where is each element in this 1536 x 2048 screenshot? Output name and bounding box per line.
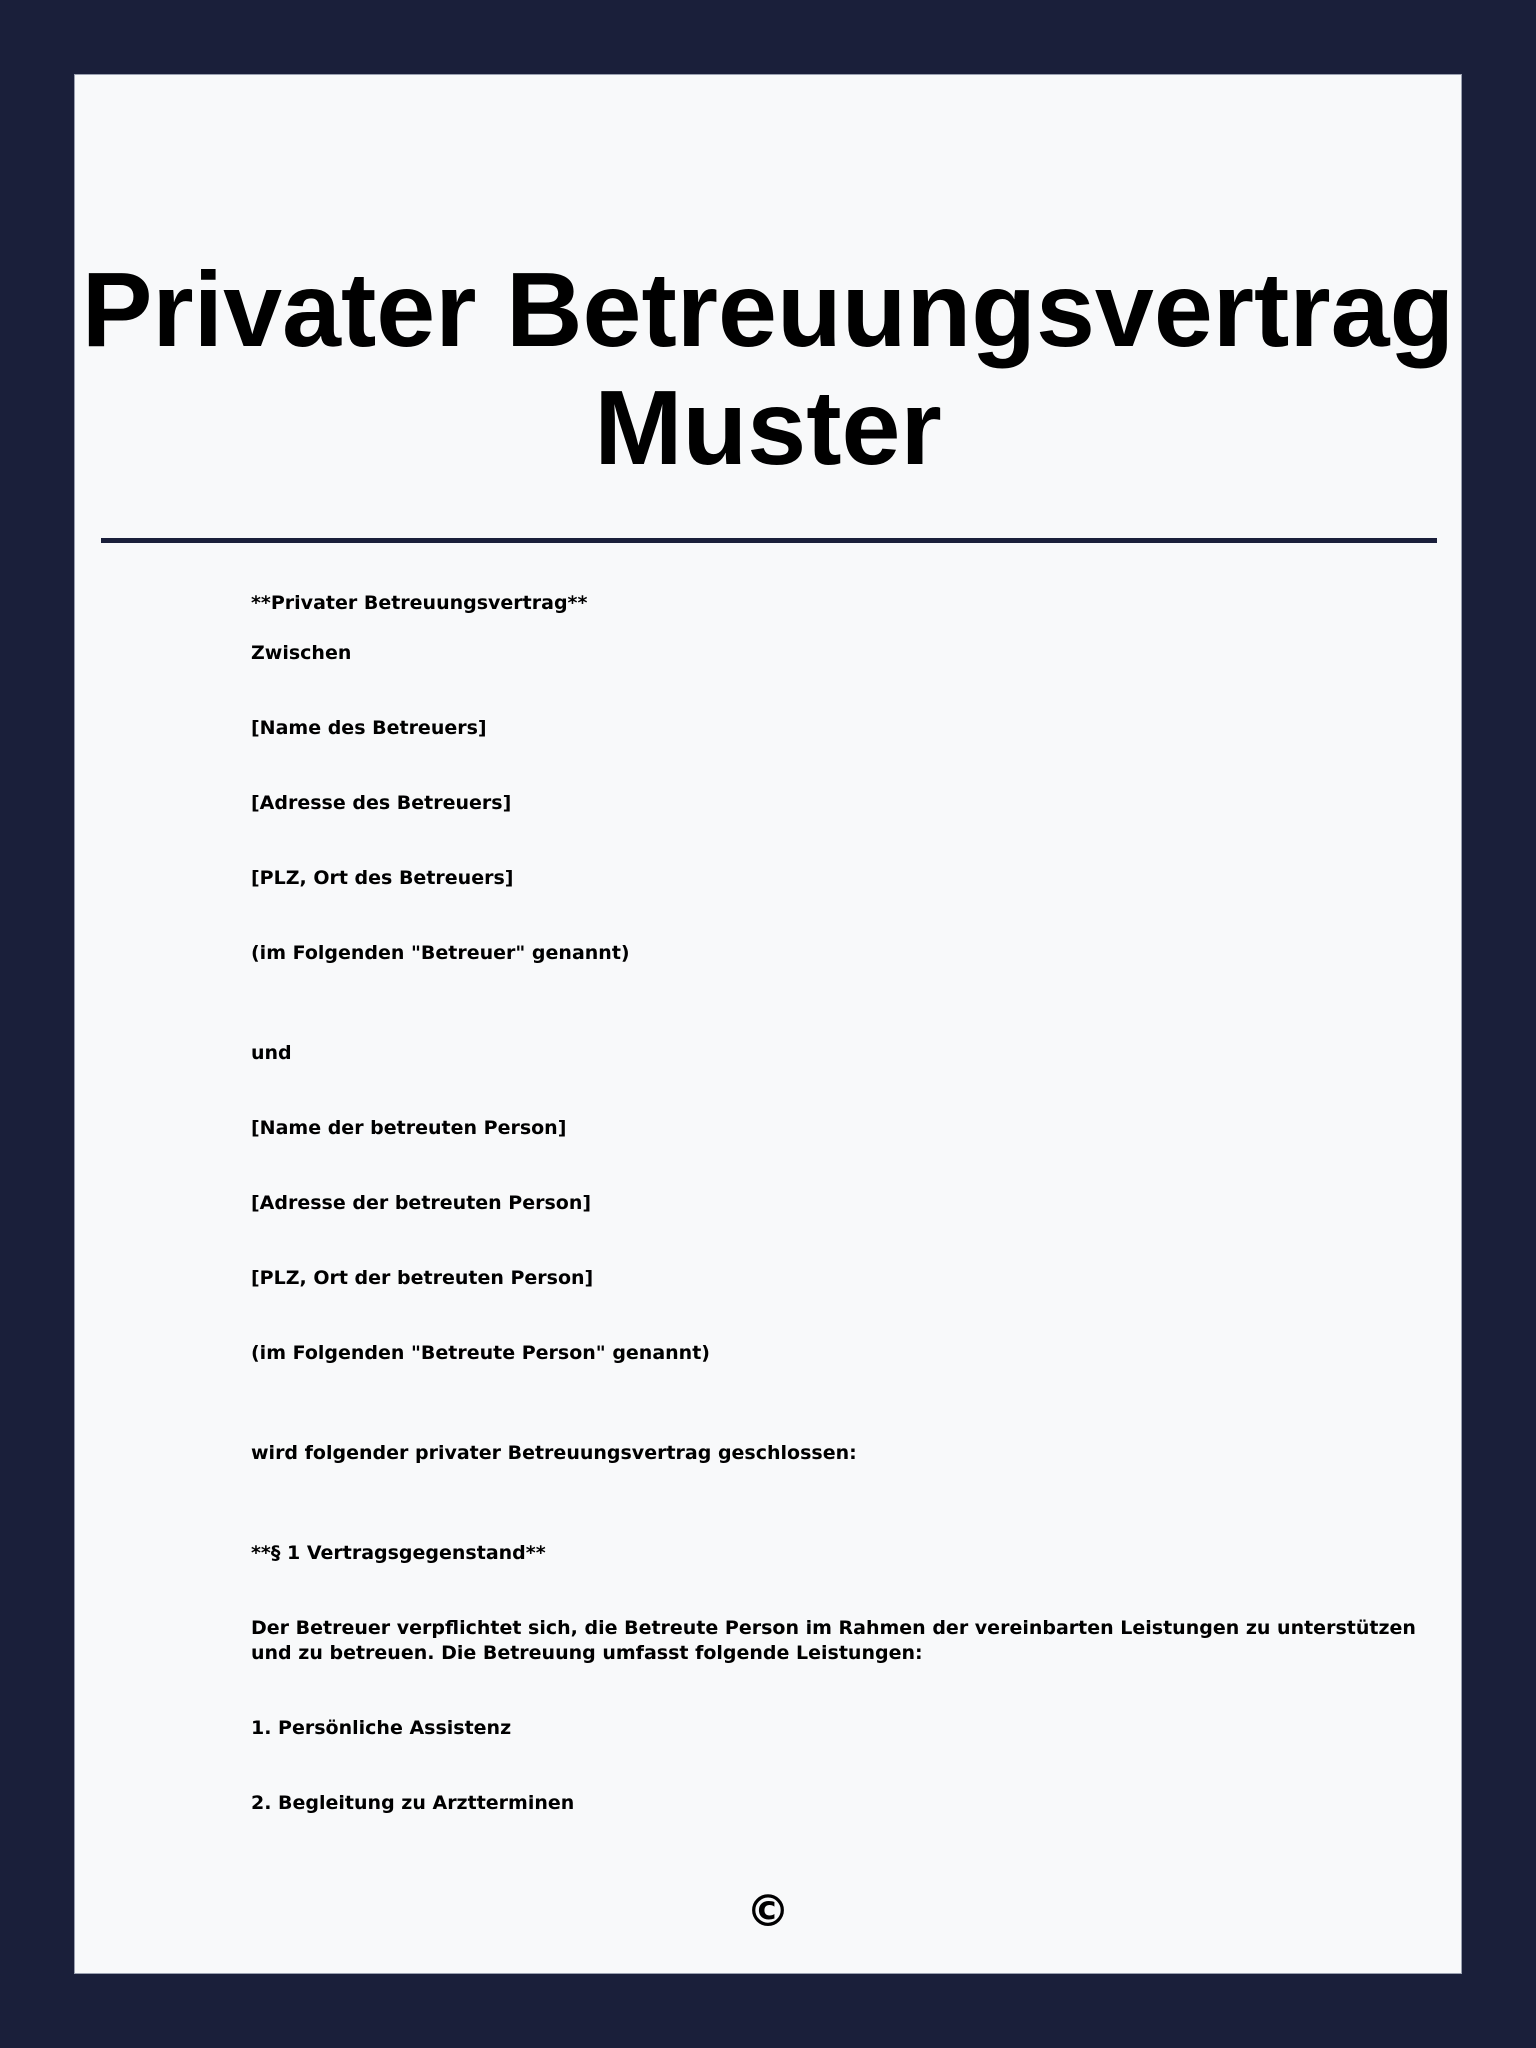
list-item: 1. Persönliche Assistenz [251,1717,512,1739]
placeholder-line: [PLZ, Ort der betreuten Person] [251,1267,594,1289]
text-line: Der Betreuer verpflichtet sich, die Betreute Person im Rahmen der vereinbarten Leistungen zu unterstützen [251,1617,1416,1639]
document-title: Privater Betreuungsvertrag Muster [81,251,1455,487]
placeholder-line: [PLZ, Ort des Betreuers] [251,867,514,889]
text-line: (im Folgenden "Betreute Person" genannt) [251,1342,710,1364]
text-line: und [251,1042,292,1064]
placeholder-line: [Adresse des Betreuers] [251,792,512,814]
placeholder-line: [Name der betreuten Person] [251,1117,567,1139]
title-divider [101,538,1437,543]
contract-heading: **Privater Betreuungsvertrag** [251,592,588,614]
text-line: wird folgender privater Betreuungsvertrag geschlossen: [251,1442,857,1464]
placeholder-line: [Adresse der betreuten Person] [251,1192,592,1214]
list-item: 2. Begleitung zu Arztterminen [251,1792,575,1814]
text-line: (im Folgenden "Betreuer" genannt) [251,942,630,964]
text-line: Zwischen [251,642,352,664]
placeholder-line: [Name des Betreuers] [251,717,487,739]
document-page [74,74,1462,1974]
text-line: und zu betreuen. Die Betreuung umfasst folgende Leistungen: [251,1642,923,1664]
section-heading: **§ 1 Vertragsgegenstand** [251,1542,546,1564]
copyright-icon: © [746,1886,790,1937]
